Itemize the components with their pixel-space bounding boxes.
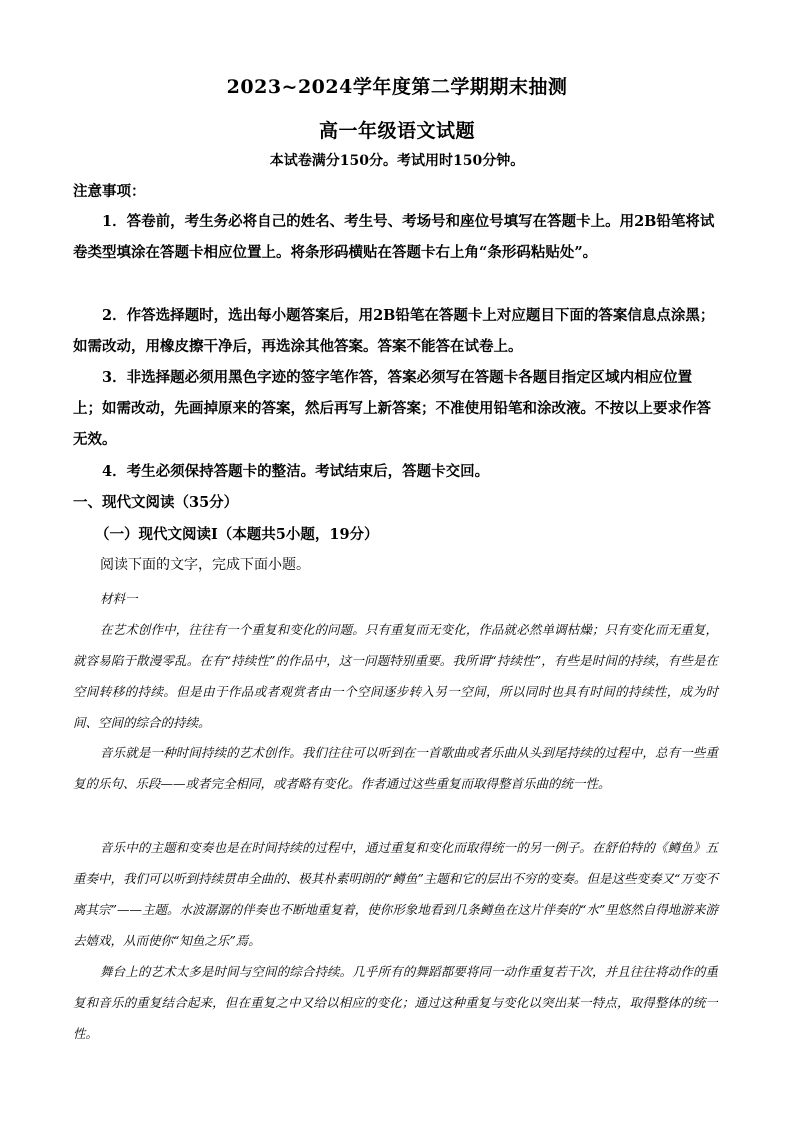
note-item-1: 1．答卷前，考生务必将自己的姓名、考生号、考场号和座位号填写在答题卡上。用2B铅笔将试卷类型填涂在答题卡相应位置上。将条形码横贴在答题卡右上角“条形码粘贴处”。: [73, 213, 715, 261]
exam-grade-subject-title: 高一年级语文试题: [318, 120, 475, 142]
note-item-3: 3．非选择题必须用黑色字迹的签字笔作答，答案必须写在答题卡各题目指定区域内相应位置上；如需改动，先画掉原来的答案，然后再写上新答案；不准使用铅笔和涂改液。不按以上要求作答无效。: [73, 369, 711, 448]
material-label: 材料一: [100, 591, 138, 606]
material-paragraph: 音乐中的主题和变奏也是在时间持续的过程中，通过重复和变化而取得统一的另一例子。在舒伯特的《鳟鱼》五重奏中，我们可以听到持续贯串全曲的、极其朴素明朗的“鳟鱼”主题和它的层出不穷的变奏。但是这些变奏又“万变不离其宗”——主题。水波潺潺的伴奏也不断地重复着，使你形象地看到几条鳟鱼在这片伴奏的“水”里悠然自得地游来游去嬉戏，从而使你“知鱼之乐”焉。: [73, 840, 718, 948]
subsection-heading: （一）现代文阅读Ⅰ（本题共5小题，19分）: [95, 526, 379, 543]
material-paragraph: 舞台上的艺术太多是时间与空间的综合持续。几乎所有的舞蹈都要将同一动作重复若干次，并且往往将动作的重复和音乐的重复结合起来，但在重复之中又给以相应的变化；通过这种重复与变化以突出某一特点，取得整体的统一性。: [73, 964, 718, 1041]
note-item-4: 4．考生必须保持答题卡的整洁。考试结束后，答题卡交回。: [102, 463, 490, 480]
note-item-2: 2．作答选择题时，选出每小题答案后，用2B铅笔在答题卡上对应题目下面的答案信息点涂黑；如需改动，用橡皮擦干净后，再选涂其他答案。答案不能答在试卷上。: [73, 307, 715, 355]
material-paragraph: 在艺术创作中，往往有一个重复和变化的问题。只有重复而无变化，作品就必然单调枯燥；只有变化而无重复，就容易陷于散漫零乱。在有“持续性”的作品中，这一问题特别重要。我所谓“持续性”，有些是时间的持续，有些是在空间转移的持续。但是由于作品或者观赏者由一个空间逐步转入另一空间，所以同时也具有时间的持续性，成为时间、空间的综合的持续。: [73, 622, 718, 730]
exam-title: 2023~2024学年度第二学期期末抽测: [226, 76, 568, 98]
material-paragraph: 音乐就是一种时间持续的艺术创作。我们往往可以听到在一首歌曲或者乐曲从头到尾持续的过程中，总有一些重复的乐句、乐段——或者完全相同，或者略有变化。作者通过这些重复而取得整首乐曲的统一性。: [73, 745, 718, 791]
notes-heading: 注意事项：: [73, 183, 146, 200]
exam-score-time-note: 本试卷满分150分。考试用时150分钟。: [269, 153, 525, 169]
section-heading: 一、现代文阅读（35分）: [73, 494, 239, 511]
reading-instruction: 阅读下面的文字，完成下面小题。: [100, 557, 310, 573]
